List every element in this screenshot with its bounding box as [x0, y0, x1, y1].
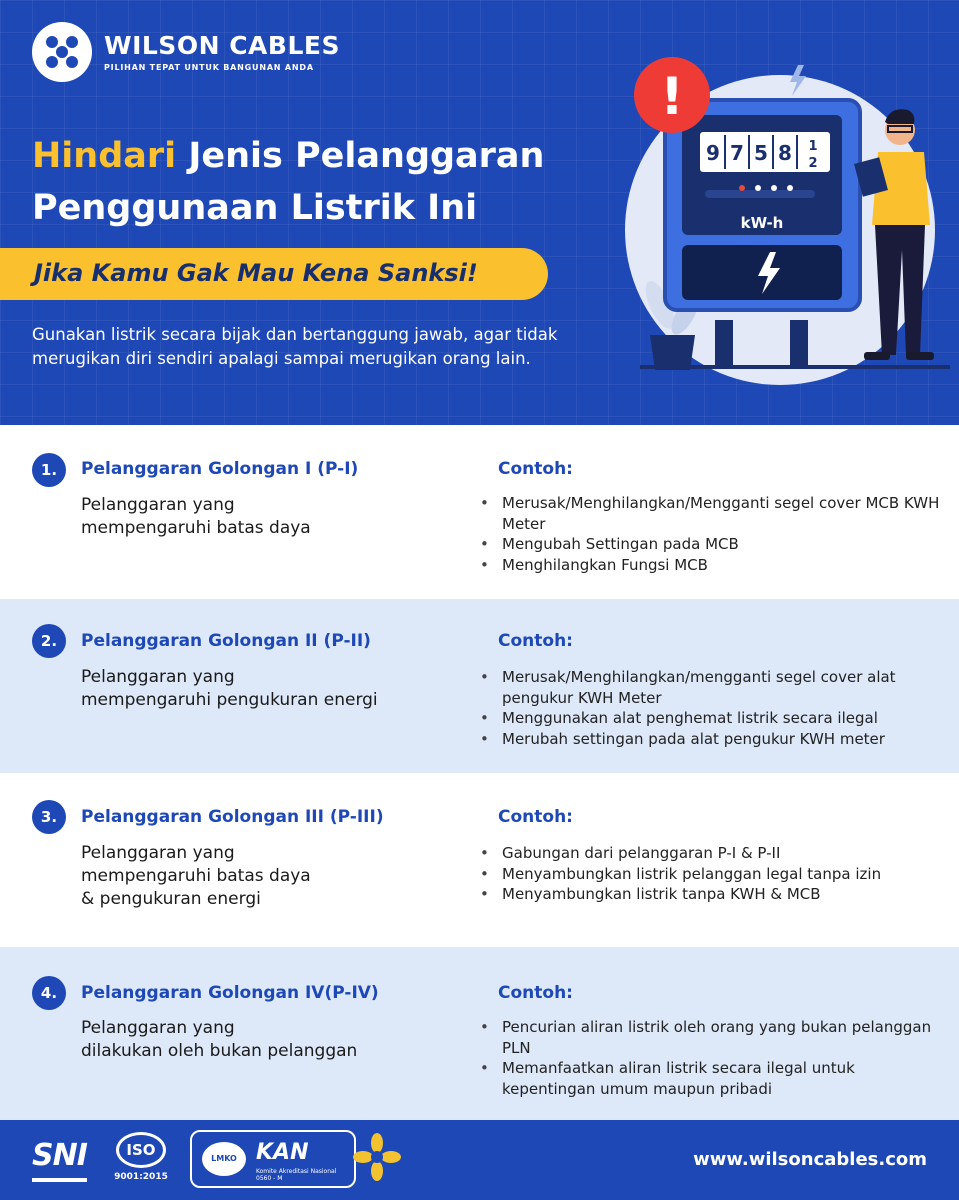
meter-digit-top: 1	[808, 139, 818, 154]
wilson-cables-logo-icon	[32, 22, 92, 82]
sanction-banner	[0, 248, 548, 300]
meter-digit: 5	[754, 141, 768, 165]
section-violation-1	[0, 425, 959, 599]
desc-line: Pelanggaran yang	[81, 1018, 235, 1038]
desc-line: Pelanggaran yang	[81, 843, 235, 863]
footer	[0, 1120, 959, 1200]
contoh-label: Contoh:	[498, 459, 573, 479]
kan-code: 0560 - M	[256, 1175, 283, 1182]
example-item: • Menyambungkan listrik pelanggan legal tanpa izin	[480, 864, 950, 885]
desc-line: mempengaruhi batas daya	[81, 518, 311, 538]
example-item: • Merusak/Menghilangkan/mengganti segel cover alat pengukur KWH Meter	[480, 667, 950, 708]
section-violation-2	[0, 599, 959, 773]
sni-logo: SNI	[32, 1136, 87, 1182]
example-item: • Menghilangkan Fungsi MCB	[480, 555, 950, 576]
example-list	[480, 1017, 950, 1099]
kan-caption	[256, 1168, 346, 1182]
brand-name: WILSON CABLES	[104, 31, 340, 60]
kan-caption-line: Komite Akreditasi Nasional	[256, 1168, 337, 1175]
example-item: • Merubah settingan pada alat pengukur KWH meter	[480, 729, 950, 750]
section-description	[81, 1017, 461, 1063]
headline	[32, 130, 544, 234]
kan-lmko-logo	[190, 1130, 356, 1188]
example-item: • Menggunakan alat penghemat listrik secara ilegal	[480, 708, 950, 729]
floor-line	[640, 365, 950, 369]
section-description	[81, 842, 461, 911]
kan-label: KAN	[256, 1140, 309, 1165]
headline-highlight: Hindari	[32, 136, 177, 176]
section-title: Pelanggaran Golongan III (P-III)	[81, 807, 384, 827]
desc-line: dilakukan oleh bukan pelanggan	[81, 1041, 358, 1061]
intro-text: Gunakan listrik secara bijak dan bertanggung jawab, agar tidak merugikan diri sendiri apalagi sampai merugikan orang lain.	[32, 325, 558, 368]
contoh-label: Contoh:	[498, 631, 573, 651]
example-item: • Merusak/Menghilangkan/Mengganti segel cover MCB KWH Meter	[480, 493, 950, 534]
example-list	[480, 493, 950, 575]
meter-digit: 8	[778, 141, 792, 165]
desc-line: & pengukuran energi	[81, 889, 261, 909]
example-item: • Memanfaatkan aliran listrik secara ilegal untuk kepentingan umum maupun pribadi	[480, 1058, 950, 1099]
section-title: Pelanggaran Golongan II (P-II)	[81, 631, 371, 651]
lmko-badge: LMKO	[202, 1142, 246, 1176]
section-violation-3	[0, 773, 959, 947]
meter-digit-bottom: 2	[808, 156, 818, 171]
brand-tagline: PILIHAN TEPAT UNTUK BANGUNAN ANDA	[104, 63, 314, 72]
example-item: • Gabungan dari pelanggaran P-I & P-II	[480, 843, 950, 864]
iso-logo	[110, 1132, 172, 1190]
meter-unit: kW-h	[740, 214, 784, 232]
logo	[32, 22, 340, 82]
banner-text: Jika Kamu Gak Mau Kena Sanksi!	[34, 259, 478, 287]
website-link[interactable]: www.wilsoncables.com	[693, 1149, 927, 1170]
headline-line2: Penggunaan Listrik Ini	[32, 188, 478, 228]
electric-meter-illustration	[620, 40, 959, 420]
example-list	[480, 843, 950, 905]
contoh-label: Contoh:	[498, 807, 573, 827]
alert-symbol: !	[660, 67, 684, 127]
desc-line: mempengaruhi pengukuran energi	[81, 690, 378, 710]
headline-line1: Jenis Pelanggaran	[176, 136, 545, 176]
section-violation-4	[0, 947, 959, 1120]
example-item: • Menyambungkan listrik tanpa KWH & MCB	[480, 884, 950, 905]
section-number: 4.	[32, 976, 66, 1010]
iso-globe-icon: ISO	[116, 1132, 166, 1168]
desc-line: Pelanggaran yang	[81, 495, 235, 515]
section-number: 2.	[32, 624, 66, 658]
section-title: Pelanggaran Golongan IV(P-IV)	[81, 983, 379, 1003]
section-title: Pelanggaran Golongan I (P-I)	[81, 459, 359, 479]
meter-digit: 7	[730, 141, 744, 165]
header	[0, 0, 959, 425]
meter-digit: 9	[706, 141, 720, 165]
alert-icon	[634, 57, 710, 133]
section-number: 3.	[32, 800, 66, 834]
certification-flower-icon	[352, 1132, 402, 1182]
contoh-label: Contoh:	[498, 983, 573, 1003]
section-number: 1.	[32, 453, 66, 487]
iso-number: 9001:2015	[114, 1172, 168, 1182]
desc-line: Pelanggaran yang	[81, 667, 235, 687]
example-item: • Pencurian aliran listrik oleh orang yang bukan pelanggan PLN	[480, 1017, 950, 1058]
section-description	[81, 494, 461, 540]
example-list	[480, 667, 950, 749]
desc-line: mempengaruhi batas daya	[81, 866, 311, 886]
section-description	[81, 666, 461, 712]
example-item: • Mengubah Settingan pada MCB	[480, 534, 950, 555]
